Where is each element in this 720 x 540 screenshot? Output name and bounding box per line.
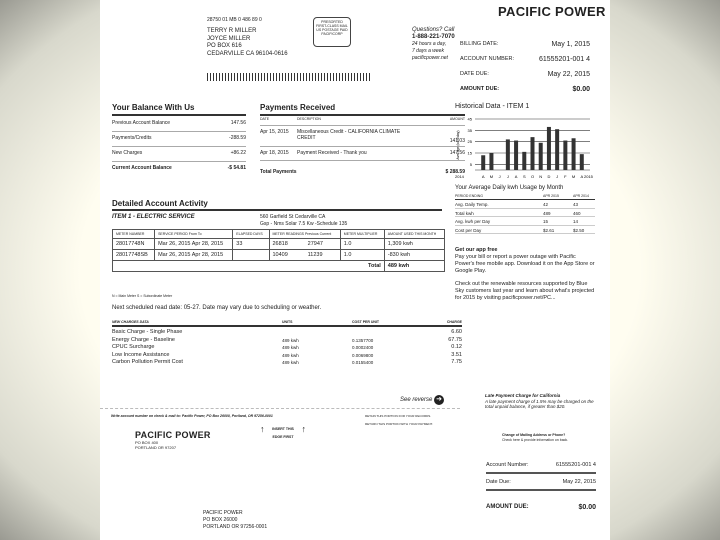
history-row: Total kwh 489 460 <box>455 209 595 218</box>
days: 7 days a week <box>412 48 444 54</box>
x-tick-label: D <box>547 174 551 179</box>
balance-row: Current Account Balance -$ 54.81 <box>112 165 246 171</box>
scanline: 28750 01 MB 0 486 89 0 <box>207 17 262 23</box>
usage-bar <box>481 155 485 170</box>
usage-bar <box>580 154 584 170</box>
item-title: ITEM 1 - ELECTRIC SERVICE <box>112 214 195 220</box>
charge-row: Energy Charge - Baseline 489 kwh 0.1357700 67.75 <box>112 336 462 343</box>
late-payment-note: Late Payment Charge for California A late payment charge of 1.5% may be charged on the total unpaid balance, if greater than $20. <box>485 393 594 409</box>
meter-row: 28017748N Mar 26, 2015 Apr 28, 2015 33 26818 27947 1.0 1,309 kwh <box>113 239 445 250</box>
balance-row: New Charges +86.22 <box>112 147 246 162</box>
x-start-label: 2014 <box>455 174 464 179</box>
x-tick-label: J <box>498 174 501 179</box>
blue-sky-link[interactable]: Check out the renewable resources supported by Blue Sky customers last year and learn about what's projected for 2015 by visiting pacificpower.net/PC... <box>455 281 595 301</box>
account-number: 61555201-001 4 <box>539 56 590 63</box>
customer-line: PO BOX 616 <box>207 43 242 49</box>
stub-instructions: RETAIN THIS PORTION FOR YOUR RECORDS. RETURN THIS PORTION WITH YOUR PAYMENT. <box>365 414 433 426</box>
app-promo-text: Pay your bill or report a power outage with Pacific Power's free mobile app. Download it on the App Store or Google Play. <box>455 254 595 274</box>
usage-bar <box>531 137 535 170</box>
charges-table: NEW CHARGES DATA UNITS COST PER UNIT CHARGE Basic Charge - Single Phase 6.60 Energy Charge - Baseline 489 kwh 0.1357700 67.75 CPUC Surcharge 489 kwh 0.0002400 0.12 Low Income Assistance 489 kwh 0.0069800 3.51 Carbon Pollution Permit Cost 489 kwh 0.0155400 7.75 <box>112 320 462 365</box>
balance-table <box>112 117 246 177</box>
service-address: 560 Garfield St Cedarville CA Gsp - Nms Solar 7.5 Kw -Schedule 135 <box>260 214 348 227</box>
history-title: Historical Data - ITEM 1 <box>455 103 530 110</box>
x-tick-label: A <box>481 174 485 179</box>
activity-title: Detailed Account Activity <box>112 199 208 208</box>
customer-address <box>207 28 288 58</box>
hours: 24 hours a day, <box>412 41 447 47</box>
balance-row: Payments/Credits -288.59 <box>112 132 246 147</box>
remit-address: PACIFIC POWER PO BOX 26000 PORTLAND OR 97256-0001 <box>203 510 268 530</box>
meter-legend: N = Main Meter S = Subordinate Meter <box>112 294 173 298</box>
payments-title: Payments Received <box>260 103 336 112</box>
meter-row: 28017748SB Mar 26, 2015 Apr 28, 2015 10409 11239 1.0 -830 kwh <box>113 250 445 261</box>
total-payments: $ 288.59 <box>445 169 465 175</box>
billing-date: May 1, 2015 <box>551 41 590 48</box>
stub-logo: PACIFIC POWER <box>135 430 211 440</box>
y-tick-label: 45 <box>467 116 472 122</box>
pacific-power-logo: PACIFIC POWER <box>498 4 606 19</box>
total-usage: 489 kwh <box>384 261 444 272</box>
insert-edge-note: ↑ INSERT THIS EDGE FIRST ↑ <box>260 424 306 439</box>
customer-line: TERRY R MILLER <box>207 28 257 34</box>
usage-bar <box>563 141 567 170</box>
usage-bar <box>555 129 559 170</box>
website: pacificpower.net <box>412 55 448 61</box>
account-label: ACCOUNT NUMBER: <box>460 56 514 62</box>
x-tick-label: N <box>539 174 543 179</box>
stub-summary: Account Number: 61555201-001 4 Date Due: May 22, 2015 AMOUNT DUE: $0.00 <box>486 462 596 511</box>
charge-row: Basic Charge - Single Phase 6.60 <box>112 329 462 335</box>
x-tick-label: O <box>530 174 535 179</box>
usage-bar <box>514 141 518 170</box>
balance-title: Your Balance With Us <box>112 103 195 112</box>
due-label: DATE DUE: <box>460 71 489 77</box>
history-subtitle: Your Average Daily kwh Usage by Month <box>455 185 564 191</box>
usage-bar <box>489 153 493 170</box>
questions-label: Questions? Call <box>412 27 455 33</box>
x-tick-label: F <box>564 174 567 179</box>
history-row: Avg. Daily Temp. 42 43 <box>455 200 595 209</box>
stub-amount: $0.00 <box>578 504 596 511</box>
usage-bar <box>522 152 526 170</box>
y-tick-label: 25 <box>467 139 472 145</box>
phone: 1-888-221-7070 <box>412 34 455 40</box>
x-tick-label: M <box>571 174 576 179</box>
mail-instructions: Write account number on check & mail to: Pacific Power, PO Box 26000, Portland, OR 97256-0001 <box>111 414 273 418</box>
usage-bar-chart <box>455 115 595 180</box>
charge-row: Carbon Pollution Permit Cost 489 kwh 0.0155400 7.75 <box>112 359 462 365</box>
balance-row: Previous Account Balance 147.56 <box>112 117 246 132</box>
x-end-label: 2015 <box>584 174 593 179</box>
y-axis-label: Average (kwh/day) <box>456 130 460 160</box>
postage-stamp: PRESORTED FIRST-CLASS MAIL US POSTAGE PAID PACIFICORP <box>313 17 351 47</box>
payment-row: Apr 15, 2015 Miscellaneous Credit - CALIFORNIA CLIMATE CREDIT 141.03 <box>260 126 465 147</box>
arrow-right-icon: ➜ <box>434 395 444 405</box>
amount-due: $0.00 <box>572 86 590 93</box>
amount-label: AMOUNT DUE: <box>460 86 500 92</box>
history-row: Cost per Day $2.61 $2.50 <box>455 226 595 235</box>
usage-bar <box>547 127 551 170</box>
total-payments-label: Total Payments <box>260 169 297 175</box>
billing-date-label: BILLING DATE: <box>460 41 499 47</box>
bill-summary <box>460 37 590 97</box>
x-tick-label: S <box>522 174 526 179</box>
usage-bar <box>572 138 576 170</box>
bill-page <box>100 0 610 540</box>
y-tick-label: 5 <box>469 161 472 167</box>
customer-line: CEDARVILLE CA 96104-0616 <box>207 50 288 57</box>
see-reverse: See reverse ➜ <box>400 395 444 405</box>
address-change[interactable]: Change of Mailing Address or Phone? Check here & provide information on back. <box>502 433 569 442</box>
charge-row: CPUC Surcharge 489 kwh 0.0002400 0.12 <box>112 344 462 350</box>
history-table: PERIOD ENDING APR 2015 APR 2014 Avg. Daily Temp. 42 43 Total kwh 489 460 Avg. kwh per Day 15 14 Cost per Day $2.61 $2.50 <box>455 194 595 234</box>
meter-table: METER NUMBER SERVICE PERIOD From To ELAPSED DAYS METER READINGS Previous Current METER MULTIPLIER AMOUNT USED THIS MONTH 28017748N Mar 26, 2015 Apr 28, 2015 33 26818 27947 1.0 1,309 kwh 28017748SB Mar 26, 2015 Apr 28, 2015 10409 11239 1.0 -830 kwh Total 489 kwh <box>112 229 445 272</box>
x-tick-label: A <box>580 174 584 179</box>
usage-bar <box>539 143 543 170</box>
due-date: May 22, 2015 <box>547 71 590 78</box>
payments-table: DATE DESCRIPTION AMOUNT Apr 15, 2015 Miscellaneous Credit - CALIFORNIA CLIMATE CREDIT 141.03 Apr 18, 2015 Payment Received - Thank you 147.56 Total Payments $ 288.59 <box>260 117 465 175</box>
sender-address: PO BOX 400 PORTLAND OR 97207 <box>135 440 177 450</box>
customer-line: JOYCE MILLER <box>207 35 251 42</box>
stub-due: May 22, 2015 <box>562 479 596 485</box>
charge-row: Low Income Assistance 489 kwh 0.0069800 3.51 <box>112 351 462 358</box>
history-row: Avg. kwh per Day 15 14 <box>455 217 595 226</box>
x-tick-label: J <box>506 174 509 179</box>
promo <box>455 247 595 302</box>
x-tick-label: A <box>514 174 518 179</box>
stub-account: 61555201-001 4 <box>555 462 596 468</box>
y-tick-label: 35 <box>467 127 472 133</box>
app-promo-title: Get our app free <box>455 247 498 253</box>
postal-barcode <box>207 73 372 81</box>
x-tick-label: J <box>556 174 559 179</box>
contact-info <box>412 27 455 62</box>
next-read-note: Next scheduled read date: 05-27. Date may vary due to scheduling or weather. <box>112 305 322 311</box>
usage-bar <box>506 139 510 170</box>
x-tick-label: M <box>489 174 494 179</box>
y-tick-label: 15 <box>467 150 472 156</box>
payment-row: Apr 18, 2015 Payment Received - Thank you 147.56 <box>260 147 465 161</box>
